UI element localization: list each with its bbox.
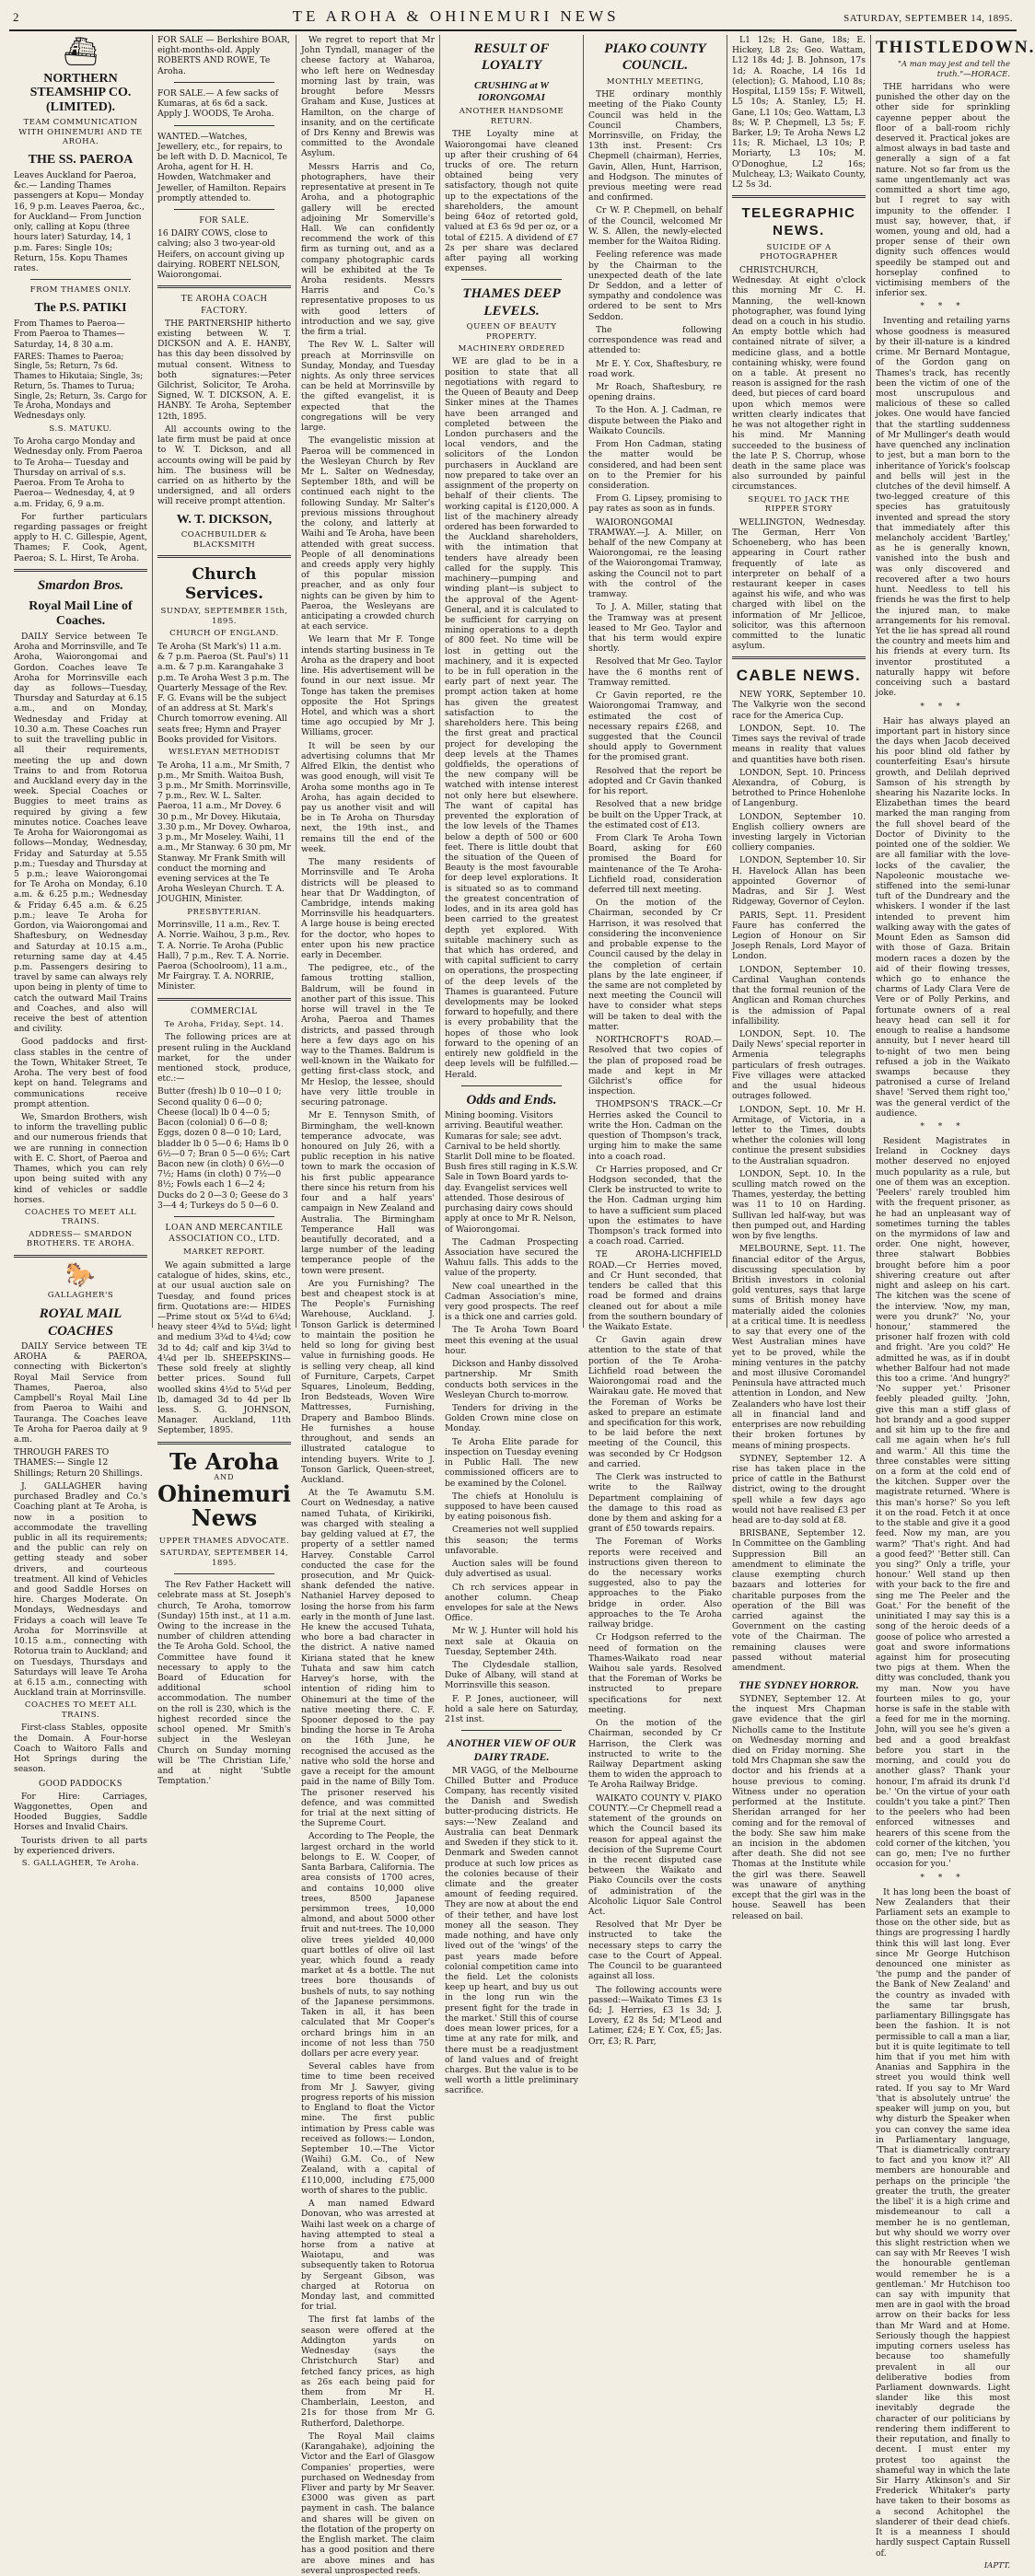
news-item: The Rev W. L. Salter will preach at Morrinsville on Sunday, Monday, and Tuesday nights. As only three services can be held at Morrinsville by the gifted evangelist, it is expected that the congregations will be very large. xyxy=(301,340,435,434)
column-4 xyxy=(440,35,584,2096)
smardon-address: ADDRESS— SMARDON BROTHERS. TE AROHA. xyxy=(26,1229,135,1249)
gallagher-signature: S. GALLAGHER, Te Aroha. xyxy=(21,1859,140,1868)
news-item: At the Te Awamutu S.M. Court on Wednesday, a native named Tuhata, of Kirikiriki, was charged with stealing a bay gelding valued at £7, the property of a settler named Harvey. Constable Carrol conducted the case for the prosecution, and Mr Quick-shank defended the native. Nathaniel Harvey deposed to losing the horse from his farm early in the month of June last. He knew the accused Tuhata, who bore a bad character in the district. A native named Kiriana stated that he knew Tuhata and saw him catch Harvey's horse, with the intention of riding him to Ohinemuri at the time of the native meeting there. C. F. Spooner deposed to the pay binding the horse in Te Aroha on the 16th June, he recognised the accused as the native who sold the horse and gave a receipt for the amount paid in the name of Billy Tom. The prisoner reserved his defence, and was committed for trial at the next sitting of the Supreme Court. xyxy=(301,1488,435,1829)
patiki-title: The P.S. PATIKI xyxy=(34,300,127,315)
wesleyan-title: WESLEYAN METHODIST xyxy=(169,748,280,758)
council-item: Cr Gavin again drew attention to the state of that portion of the Te Aroha-Lichfield road between the Waiorongomai road and the Wairakau gate. He moved that the Foreman of Works be asked to prepare an estimate and specification for this work, to be laid before the next meeting of the Council, this was seconded by Cr Hodgson and carried. xyxy=(588,1335,722,1469)
cable-item: BRISBANE, September 12. In Committee on the Gambling Suppression Bill an amendment to eliminate the clause exempting church bazaars and lotteries for charitable purposes from the operation of the Bill was carried against the Government on the casting vote of the Chairman. The remaining clauses were passed without material amendment. xyxy=(732,1528,866,1674)
ad-dairy-cows: 16 DAIRY COWS, close to calving; also 3 two-year-old Heifers, on account giving up dairying. ROBERT NELSON, Waiorongomai. xyxy=(157,228,285,281)
machinery-subtitle: MACHINERY ORDERED xyxy=(458,344,565,354)
logo-bottom: Ohinemuri News xyxy=(157,1479,291,1532)
monthly-meeting-subtitle: MONTHLY MEETING, xyxy=(606,76,704,87)
logo-top: Te Aroha xyxy=(169,1447,279,1475)
thistledown-paragraph: THE harridans who were punished the other day on the other side for sprinkling cayenne pepper about the floor of a ball-room richly deserved it. Practical jokes are almost always in bad taste and generally a sign of a fat nature. Not so far from us the same ungentlemanly act was committed a short time ago, but I regret to say with impunity to the offender. I must say, however, that, if women, young and old, had a proper sense of their own dignity such offences would speedily be stamped out and horseplay confined to victimising members of the inferior sex. xyxy=(876,81,1010,299)
column-6 xyxy=(727,35,871,1921)
dickson-name: W. T. DICKSON, xyxy=(176,512,273,527)
council-item: Resolved that Mr Geo. Taylor have the 6 months rent of Tramway remitted. xyxy=(588,656,722,688)
smardon-subtitle: Royal Mail Line of Coaches. xyxy=(29,599,133,628)
council-item: To the Hon. A. J. Cadman, re dispute between the Piako and Waikato Councils. xyxy=(588,405,722,436)
sunday-date: SUNDAY, SEPTEMBER 15th, 1895. xyxy=(160,607,288,626)
council-item: Resolved that a new bridge be built on the Upper Track, at the estimated cost of £13. xyxy=(588,799,722,830)
issue-date: SATURDAY, SEPTEMBER 14, 1895. xyxy=(843,13,1013,24)
matuku-schedule: To Aroha cargo Monday and Wednesday only. From Paeroa to Te Aroha— Tuesday and Thursday on arrival of s.s. Paeroa. From Te Aroha to Paeroa— Wednesday, 4, at 9 a.m. Friday, 6, 9 a.m. xyxy=(14,436,143,509)
telegraph-item: WELLINGTON, Wednesday. The German, Herr Von Schoeneberg, who has been appearing in Court rather frequently of late as interpreter on behalf of a restaurant keeper in cases against his wife, and who was charged with libel on the information of Mr Jellicoe, solicitor, was this afternoon committed to the lunatic asylum. xyxy=(732,516,866,652)
gallagher-name: GALLAGHER'S xyxy=(47,1290,114,1300)
loyalty-article: THE Loyalty mine at Waiorongomai have cleaned up after their crushing of 64 trucks of ore. The return obtained being very satisfactory, though not quite up to the expectations of the shareholders, the amount being 64oz of retorted gold, valued at £3 6s 9d per oz, or a total of £215. A dividend of £7 2s per share was declared after paying all working expenses. xyxy=(445,129,578,274)
council-item: From G. Lipsey, promising to pay rates as soon as in funds. xyxy=(588,493,722,515)
odds-item: Dickson and Hanby dissolved partnership. Mr Smith conducts both services in the Wesleyan Church to-morrow. xyxy=(445,1359,578,1400)
logo-subtitle: UPPER THAMES ADVOCATE. xyxy=(158,1536,290,1546)
news-item: We regret to report that Mr John Tyndall, manager of the cheese factory at Waharoa, who left here on Wednesday morning last by train, was brought before Messrs Graham and Kuse, Justices at Hamilton, on the charge of insanity, and on the certificate of Drs Kenny and Brewis was committed to the Avondale Asylum. xyxy=(301,35,435,159)
dairy-article: MR VAGG, of the Melbourne Chilled Butter and Produce Company, has recently visited the Danish and Swedish butter-producing districts. He says:—'New Zealand and Australia can beat Denmark and Sweden if they stick to it. Denmark and Sweden cannot produce at such low prices as the colonies because of their climate and the greater amount of feeding required. They are now at about the end of their tether, and have lost money all the season. They made nothing, and have only lived out of the 'wings' of the past years made before colonial competition came into the field. Let the colonists keep up heart, and buy us out in the long run win the present fight for the trade in the market.' Still this of course does mean lower prices, for a time at any rate for milk, and there must be a readjustment of land values and of freight charges. But the value is to be well worth a little preliminary sacrifice. xyxy=(445,1765,578,2096)
logo-date: SATURDAY, SEPTEMBER 14, 1895. xyxy=(159,1549,289,1568)
cable-item: LONDON, Sept. 10. Princess Alexandra, of Coburg, is betrothed to Prince Hohenlohe of Langenburg. xyxy=(732,767,866,809)
cable-item: LONDON, Sept. 10. The Times says the revival of trade means in reality that values and quantities have both risen. xyxy=(732,723,866,765)
news-item: Are you Furnishing? The best and cheapest stock is at The People's Furnishing Warehouse, Auckland. J. Tonson Garlick is determined to maintain the position he held so long for giving best value in furnishing goods. He is selling very cheap, all kind of Furniture, Carpets, Carpet Squares, Linoleum, Bedding, Iron Bedsteads, Woven Wire Mattresses, Furnishing, Drapery and Bamboo Blinds. He furnishes a house throughout, and sends an illustrated catalogue to intending buyers. Write to J. Tonson Garlick, Queen-street, Auckland. xyxy=(301,1278,435,1485)
commercial-intro: The following prices are at present ruling in the Auckland market, for the under mentioned stock, produce, etc.:— xyxy=(157,1032,291,1085)
logo-and: AND xyxy=(214,1473,235,1482)
thistledown-paragraph: Hair has always played an important part in history since the days when Jacob deceived his poor blind old father by counterfeiting Esau's hirsute growth, and Delilah deprived Samson of his strength by shearing his Nazarite locks. In Elizabethan times the beard marked the man ranging from the full shovel beard of the Doctor of Divinity to the pointed one of the soldier. We are all familiar with the love-locks of the cavalier, the Napoleonic moustache we-stiffened into the semi-lunar tuft of the Dundreary and the whiskers. I wonder if the last intended to prevent him walking away with the gates of Mount Eden as Samson did with those of Gaza. Britain modern races a dozen by the aid of their flowing tresses, which go to enhance the charms of Lady Clara Vere de Vere or of Polly Perkins, and fortunate owners of a real heavy head can sell it for enough to realise a handsome annuity, but I never heard till to-night of two men being refused a job in the Waikato swamps because they patronised a curse of Ireland shave! 'Served them right too,' was the general verdict of the audience. xyxy=(876,715,1010,1119)
telegraph-item: CHRISTCHURCH, Wednesday. At eight o'clock this morning Mr C. H. Manning, the well-known photographer, was found lying dead on a couch in his studio. An empty bottle which had contained nitrate of silver, a medicine glass, and a bottle containing whisky, were found on a table. At present no reason is assigned for the rash deed, but pieces of card board upon which memos were written clearly indicates that he was not altogether right in his mind. Mr Manning succeeded to the business of the late P. S. Chorrup, whose death in the same place was also surrounded by painful circumstances. xyxy=(732,264,866,493)
coach-factory-title: TE AROHA COACH FACTORY. xyxy=(180,294,268,316)
council-item: THE ordinary monthly meeting of the Piako County Council was held in the Council Chambers, Morrinsville, on Friday, the 13th inst. Present: Crs Chepmell (chairman), Herries, Gavin, Allen, Hunt, Harrison, and Hodgson. The minutes of previous meeting were read and confirmed. xyxy=(588,89,722,203)
column-1 xyxy=(9,35,153,1868)
column-2 xyxy=(153,35,297,1787)
odds-list: Mining booming. Visitors arriving. Beautiful weather. Kumaras for sale; see advt. Carnival to be held shortly. Starlit Doll mine to be floated. Bush fires still raging in K.S.W. Sale in Town Board yards to-day. Evangelist services well attended. Those desirous of purchasing dairy cows should apply at once to Mr R. Nelson, of Waiorongomai. xyxy=(445,1110,578,1235)
cable-item: NEW YORK, September 10. The Valkyrie won the second race for the America Cup. xyxy=(732,690,866,721)
cable-item: LONDON, Sept. 10. The Daily News' special reporter in Armenia telegraphs particulars of fresh outrages. Five villages were attacked and the usual hideous outrages followed. xyxy=(732,1028,866,1102)
council-item: Cr Hodgson referred to the need of formation on the Thames-Waikato road near Waihou sale yards. Resolved that the Foreman of Works be instructed to prepare specifications for next meeting. xyxy=(588,1632,722,1715)
council-item: WAIKATO COUNTY V. PIAKO COUNTY.—Cr Chepmell read a statement of the grounds on which the Council based its reason for appeal against the decision of the Supreme Court in the recent disputed case between the Waikato and Piako Councils over the costs of administration of the Alcoholic Liquor Sale Control Act. xyxy=(588,1793,722,1918)
gallagher-tourists: Tourists driven to all parts by experienced drivers. xyxy=(14,1835,147,1856)
council-item: NORTHCROFT'S ROAD.—Resolved that two copies of the plan of proposed road be made and kept in Mr Gilchrist's office for inspection. xyxy=(588,1035,722,1097)
news-item: According to The People, the largest orchard in the world belongs to E. W. Cooper, of Santa Barbara, California. The area consists of 1700 acres, and contains 10,000 olive trees, 8500 Japanese persimmon trees, 10,000 almond, and about 5000 other fruit and nut-trees. The 10,000 olive trees yielded 40,000 quart bottles of olive oil last year, which found a ready market at 4s a bottle. The nut trees bore thousands of bushels of nuts, to say nothing of the Japanese persimmons. Taken in all, it has been calculated that Mr Cooper's orchard brings him in an income of not less than 750 dollars per acre every year. xyxy=(301,1831,435,2059)
smardon-title: Smardon Bros. xyxy=(37,577,124,593)
council-item: The Clerk was instructed to write to the Railway Department complaining of the damage to this road as done by them and asking for a grant of £50 towards repairs. xyxy=(588,1472,722,1535)
odds-item: The Clydesdale stallion, Duke of Albany, will stand at Morrinsville this season. xyxy=(445,1660,578,1691)
news-item: Several cables have from time to time been received from Mr J. Sawyer, giving progress reports of his mission to England to float the Victor mine. The first public intimation by Press cable was received as follows:— London, September 10.—The Victor (Waihi) G.M. Co., of New Zealand, with a capital of £110,000, including £75,000 worth of shares to the public. xyxy=(301,2061,435,2196)
smardon-thanks: We, Smardon Brothers, wish to inform the travelling public and our numerous friends that we are running in connection with E. C. Short, of Paeroa and Thames, which you can rely upon being suited with any kind of vehicles or saddle horses. xyxy=(14,1112,147,1205)
news-item: The many residents of Morrinsville and Te Aroha districts will be pleased to hear that Dr Waddington, of Cambridge, intends making Morrinsville his headquarters. A large house is being erected for the doctor, who hopes to enter upon his new practice early in December. xyxy=(301,857,435,961)
masthead xyxy=(9,6,1017,31)
price-list: Butter (fresh) lb 0 10—0 1 0; Second quality 0 6—0 0; Cheese (local) lb 0 4—0 5; Bacon (colonial) 0 6—0 8; Eggs, dozen 0 8—0 10; Lard, bladder lb 0 5—0 6; Hams lb 0 6½—0 7; Bran 0 5—0 6½; Cart Bacon new (in cloth) 0 6½—0 7½; Hams (in cloth) 0 7½—0 8½; Fowls each 1 6—2 4; Ducks do 2 0—3 0; Geese do 3 3—4 4; Turkeys do 5 0—6 0. xyxy=(157,1086,290,1211)
council-item: The following correspondence was read and attended to: xyxy=(588,324,722,356)
sydney-horror-article: SYDNEY, September 12. At the inquest Mrs Chapman gave evidence that the girl Nicholls came to the Institute on Wednesday morning and died on Friday morning. She told Mrs Chapman she saw the doctor and his friends at a house previous to coming. Witness under no operation performed at the Institute. Sheridan arranged for her coming and for the removal of the body. She saw him make an incision in the abdomen after death. She did not see Thomas at the Institute while the girl was there. Seawell was unaware of anything except that the girl was in the house. Seawell has been released on bail. xyxy=(732,1693,866,1921)
news-item: The first fat lambs of the season were offered at the Addington yards on Wednesday (says the Christchurch Star) and fetched fancy prices, as high as 26s each being paid for them from Mr H. Chamberlain, Leeston, and 21s for those from Mr G. Rutherford, Dalethorpe. xyxy=(301,2315,435,2429)
council-item: Cr Harries proposed, and Cr Hodgson seconded, that the Clerk be instructed to write to the Hon. Cadman urging him to have a sufficient sum placed upon the estimates to have Thompson's track formed into a coach road. Carried. xyxy=(588,1164,722,1247)
thistledown-paragraph: Resident Magistrates in Ireland in Cockney days mother deserved no enjoyed much popularity as a rule, but one of them was an exception. 'Peelers' rarely troubled him with the frequent prisoner, as he had an unpleasant way of sometimes turning the tables on the myrmidons of law and order. One night, however, three stalwart Bobbies brought before him a poor shivering creature out after night and asleep on his cart. The kitchen was the scene of the interview. 'Now, my man, were you drunk?' 'No, your honour,' stammered the prisoner half frozen with cold and fright. 'Are you cold?' He admitted he was, as if in doubt whether Balfour had not made this too a crime. 'And hungry?' 'No supper yet.' Prisoner feebly pleaded guilty. 'John, give this man a stiff glass of hot brandy and a good supper and sit him up to the fire and call me again when he's full and warm.' All this time the three constables were sitting on a form at the cold end of the kitchen. Supper over the magistrate returned. 'Where is this man's horse?' So you left it on the road. Fetch it at once to the stable and give it a good feed. Now my man, are you warm?' 'That's right. And had a good feed?' 'Better still. Can you sing?' Only a trifle, your honour.' Well stand up then with your back to the fire and sing me The Peeler and the Goat.' For the benefit of the uninitiated I may say this is a song of the heroic deeds of a goose of police who arrested a goat and swore informations against him for prosecuting two pigs at them. When the ditty was concluded, thank you my man. Now you have fourteen miles to go, your horse is safe in the stable with a feed for me in the morning. John, will you see he's given a bed and a good breakfast before you start in the morning, and could you do another glass? Thank your honour, I'm afraid its drunk I'd be.' 'On the virtue of your oath couldn't you take a pint?' Then to the peelers who had been enforced witnesses and hearers of this scene from the cold corner of the kitchen, 'you can go, men; I've no further occasion for you.' xyxy=(876,1136,1010,1870)
odds-item: F. P. Jones, auctioneer, will hold a sale here on Saturday, 21st inst. xyxy=(445,1693,578,1725)
news-item: It will be seen by our advertising columns that Mr Alfred Elkin, the dentist who was good enough, will visit Te Aroha some months ago in Te Aroha, has again decided to pay us another visit and will be in Te Aroha on Thursday next, the 19th inst., and remains till the end of the week. xyxy=(301,740,435,854)
gallagher-hire: For Hire: Carriages, Waggonettes, Open and Hooded Buggies, Saddle Horses and Invalid Chairs. xyxy=(14,1791,147,1833)
council-item: WAIORONGOMAI TRAMWAY.—J. A. Miller, on behalf of the new Company at Waiorongomai, re the leasing of the Waiorongomai Tramway, asking the Council not to part with the control of the tramway. xyxy=(588,516,722,600)
through-fares: THROUGH FARES TO THAMES:— Single 12 Shillings; Return 20 Shillings. xyxy=(14,1447,143,1479)
matuku-title: S.S. MATUKU. xyxy=(49,424,112,434)
presbyterian-title: PRESBYTERIAN. xyxy=(187,907,262,917)
news-item: The evangelistic mission at Paeroa will be commenced in the Wesleyan Church by Rev Mr L. Salter on Wednesday, September 18th, and will be continued each night to the following Sunday. Mr Salter's previous missions throughout the colony, and latterly at Waihi and Te Aroha, have been attended with great success. People of all denominations and creeds apply very highly of this popular mission preacher, and as only four nights can be given by him to Paeroa, the Wesleyans are anticipating a crowded church at each service. xyxy=(301,435,435,632)
news-item: A man named Edward Donovan, who was arrested at Waihi last week on a charge of having attempted to steal a horse from a native at Waiotapu, and was subsequently taken to Rotorua by Sergeant Gibson, was charged at Rotorua on Monday last, and committed for trial. xyxy=(301,2199,435,2313)
royal-mail-title: ROYAL MAIL COACHES xyxy=(39,1306,122,1339)
separator-stars: * * * xyxy=(920,302,966,312)
odds-and-ends-headline: Odds and Ends. xyxy=(466,1092,557,1108)
thames-article: WE are glad to be in a position to state that all negotiations with regard to the Queen of Beauty and Deep Sinker mines at the Thames have been arranged and completed between the London purchasers and the local vendors, and the solicitors of the London purchasers in Auckland are now prepared to take over an assignment of the property on behalf of their clients. The working capital is £120,000. A list of the machinery already ordered has been forwarded to the Auckland shareholders, with the intimation that tenders have already been called for the supply. This machinery—pumping and winding plant—is subject to the approval of the Agent-General, and it is calculated to be sufficient for carrying on mining operations to a depth of 800 feet. No time will be lost in getting out the machinery, and it is expected to be in full operation in the early part of next year. The prompt action taken at home has given the greatest satisfaction to the shareholders here. This being the first great and practical project for developing the deep levels at the Thames goldfields, the operations of the new company will be watched with intense interest not only here but elsewhere. The want of capital has prevented the exploration of the low levels of the Thames below a depth of 500 or 600 feet. There is little doubt that the situation of the Queen of Beauty is the most favourable for deep level explorations. It is situated so as to command the greatest concentration of lodes, and in its area gold has been carried to the greatest depth yet explored. With suitable machinery such as that which has ordered, and with capital sufficient to carry on operations, the prospecting of the deep levels of the Thames is guaranteed. Future developments may be looked forward to hopefully, and there is every probability that the hopes of those who look forward to the opening of an entirely new goldfield in the deep levels will be fulfilled.—Herald. xyxy=(445,356,578,1080)
council-item: Mr Roach, Shaftesbury, re opening drains. xyxy=(588,381,722,403)
anglican-title: CHURCH OF ENGLAND. xyxy=(169,629,279,639)
anglican-services: Te Aroha (St Mark's) 11 a.m. & 7 p.m. Paeroa (St. Paul's) 11 a.m. & 7 p.m. Karangahake 3 p.m. Te Aroha West 3 p.m. The Quarterly Message of the Rev. F. G. Evans will be the subject of an address at St. Mark's Church tomorrow evening. All seats free; Hymn and Prayer Books provided for Visitors. xyxy=(157,641,290,745)
council-item: Cr Gavin reported, re the Waiorongomai Tramway, and estimated the cost of necessary repairs £268, and suggested that the Council should apply to Government for the promised grant. xyxy=(588,690,722,763)
accounts-continued: L1 12s; H. Gane, 18s; E. Hickey, L8 2s; Geo. Wattam, L12 18s 4d; J. B. Johnson, 17s 1d; A. Roache, L4 16s 1d (election); G. Mahood, L10 8s; Hospital, L159 15s; F. Witwell, L5 10s; A. Stanley, L5; H. Gane, L1 10s; Geo. Wattam, L3 8s; W. P. Chepmell, L3 5s; F. Barker, L9; Te Aroha News L2 11s; R. Michael, L3 10s; P. Moriarty, L3 10s; M. O'Donoghue, L2 16s; Mulcheay, L3; Waikato County, L2 5s 3d. xyxy=(732,35,866,191)
council-item: The following accounts were passed:—Waikato Times £3 1s 6d; J. Herries, £3 1s 3d; J. Lovery, £2 8s 5d; M'Leod and Latimer, £24; E Y. Cox, £5; Jas. Orr, £3; R. Parr, xyxy=(588,1984,722,2047)
ad-kumaras: FOR SALE.— A few sacks of Kumaras, at 6s 6d a sack. Apply J. WOODS, Te Aroha. xyxy=(157,87,279,120)
council-item: To J. A. Miller, stating that the Tramway was at present leased to Mr Geo. Taylor and that his term would expire shortly. xyxy=(588,602,722,655)
loyalty-headline: RESULT OF LOYALTY xyxy=(473,41,550,74)
news-item: We learn that Mr F. Tonge intends starting business in Te Aroha as the drapery and boot line. His advertisement will be found in our next issue. Mr Tonge has taken the premises opposite the Hot Springs Hotel, and which was a short time ago occupied by Mr J. Williams, grocer. xyxy=(301,634,435,738)
ripper-subtitle: SEQUEL TO JACK THE RIPPER STORY xyxy=(748,494,850,515)
odds-item: Auction sales will be found duly advertised as usual. xyxy=(445,1559,578,1580)
council-item: Resolved that Mr Dyer be instructed to take the necessary steps to carry the case to the Court of Appeal. The Council to be guaranteed against all loss. xyxy=(588,1920,722,1982)
smardon-paddocks: Good paddocks and first-class stables in the centre of the Town, Whitaker Street, Te Aroha. The very best of food kept on hand. Telegrams and communications receive prompt attention. xyxy=(14,1037,147,1109)
gallagher-service: DAILY Service between TE AROHA & PAEROA, connecting with Bickerton's Royal Mail Service from Thames, Paeroa, also Campbell's Royal Mail Line from Paeroa to Waihi and Tauranga. The Coaches leave Te Aroha for Paeroa daily at 9 a.m. xyxy=(14,1341,147,1445)
cable-item: SYDNEY, September 12. A rise has taken place in the price of cattle in the Bathurst district, owing to the drought spell while a few days ago would not have realised £3 per head are to-day sold at £8. xyxy=(732,1453,866,1526)
telegraphic-news-headline: TELEGRAPHIC NEWS. xyxy=(741,205,856,238)
gallagher-stables: First-class Stables, opposite the Domain. A Four-horse Coach to Waitoro Falls and Hot Springs during the season. xyxy=(14,1723,147,1775)
news-item: Mr E. Tennyson Smith, of Birmingham, the well-known temperance advocate, was honoured on July 26, with a public reception in his native town to mark the occasion of his first public appearance there since his return from his four and a half years' campaign in New Zealand and Australia. The Birmingham Temperance Hall was beautifully decorated, and a large number of the leading temperance people of the town were present. xyxy=(301,1110,435,1276)
council-item: Mr E. Y. Cox, Shaftesbury, re road work. xyxy=(588,358,722,379)
thistledown-epigraph: "A man may jest and tell the truth."—HORACE. xyxy=(897,60,1010,79)
separator-stars: * * * xyxy=(920,1873,966,1883)
market-report-title: MARKET REPORT. xyxy=(183,1247,265,1258)
ship-name: THE SS. PAEROA xyxy=(28,152,134,167)
paper-title: TE AROHA & OHINEMURI NEWS xyxy=(292,7,620,25)
dickson-trade: COACHBUILDER & BLACKSMITH xyxy=(180,530,268,550)
loyalty-subheadline: CRUSHING at W IORONGOMAI xyxy=(473,79,550,103)
smardon-service: DAILY Service between Te Aroha and Morrinsville, and Te Aroha, Waiorongomai and Gordon. Coaches leave Te Aroha for Morrinsville each day as follows—Tuesday, Thursday and Saturday at 6.15 a.m., and on Monday, Wednesday and Friday at 10.30 a.m. These Coaches run to suit the travelling public in all their requirements, meeting the up and down Trains to and from Rotorua and Auckland every day in the week. Special Coaches or Buggies to meet trains as required by giving a few minutes notice. Coaches leave Te Aroha for Waiorongomai as follows—Monday, Wednesday, Friday and Saturday at 5.55 p.m.; Tuesday and Thursday at 5 p.m.; leave Waiorongomai for Te Aroha on Monday, 6.10 a.m. & 6.25 p.m.; Wednesday & Friday 6.45 a.m. & 6.25 p.m.; leave Te Aroha for Gordon, via Waiorongomai and Shaftesbury, on Wednesday and Saturday at 10.15 a.m., returning same day at 4.45 p.m. Passengers desiring to travel by same can always rely upon being in plenty of time to catch the outward Mail Trains and Coaches, and also will receive the best of attention and civility. xyxy=(14,631,147,1035)
news-item: Messrs Harris and Co, photographers, have their representative at present in Te Aroha, and a photographic gallery will be erected adjoining Mr Somerville's Hall. We can confidently recommend the work of this firm as turning out, and as a company photographic cards will be exhibited at the Te Aroha residents. Messrs Harris and Co.'s representative proposes to us with good letters of introduction and we say, give the firm a trial. xyxy=(301,161,435,338)
council-item: From Clark Te Aroha Town Board, asking for £60 promised the Board for maintenance of the Te Aroha-Lichfield road, consideration deferred till next meeting. xyxy=(588,832,722,896)
odds-item: Te Aroha Elite parade for inspection on Tuesday evening in Public Hall. The new commissioned officers are to be examined by the Colonel. xyxy=(445,1436,578,1489)
council-item: From Hon Cadman, stating the matter would be considered, and had been sent on to the Premier for his consideration. xyxy=(588,439,722,491)
odds-item: Tenders for driving in the Golden Crown mine close on Monday. xyxy=(445,1403,578,1434)
editorial-notes: The Rev Father Hackett will celebrate mass at St. Joseph's church, Te Aroha, tomorrow (Sunday) 15th inst., at 11 a.m. Owing to the increase in the number of children attending the Te Aroha Gold. School, the Committee have found it necessary to apply to the Board of Education for additional school accommodation. The number on the roll is 230, which is the highest recorded since the school opened. Mr Smith's subject in the Wesleyan Church on Sunday morning will be 'The Christian Life,' and at night 'Subtle Temptation.' xyxy=(157,1580,291,1787)
dairy-trade-headline: ANOTHER VIEW OF OUR DAIRY TRADE. xyxy=(447,1736,576,1763)
cable-item: LONDON, September 10. Cardinal Vaughan contends that the formal reunion of the Anglican and Roman churches is the admission of Papal infallibility. xyxy=(732,964,866,1027)
coaches-meet: COACHES TO MEET ALL TRAINS. xyxy=(24,1207,137,1227)
presbyterian-services: Morrinsville, 11 a.m., Rev. T. A. Norrie. Waihou, 3 p.m., Rev. T. A. Norrie. Te Aroha (Public Hall), 7 p.m., Rev. T. A. Norrie. Paeroa (Schoolroom), 11 a.m., Mr Fairgray. T. A. NORRIE, Minister. xyxy=(157,920,290,992)
coaches-meet-2: COACHES TO MEET ALL TRAINS. xyxy=(24,1700,137,1720)
news-item: The Royal Mail claims (Karangahake), adjoining the Victor and the Earl of Glasgow Companies' properties, were purchased on Wednesday from Fliver and party by Mr Seaver. £3000 was given as part payment in cash. The balance and shares will be given on the flotation of the property on the English market. The claim has a good position and there are above mines and has several unprospected reefs. xyxy=(301,2431,435,2576)
for-sale-title: FOR SALE. xyxy=(199,215,250,226)
column-3 xyxy=(297,35,440,2576)
council-item: TE AROHA-LICHFIELD ROAD.—Cr Herries moved, and Cr Hunt seconded, that tenders be called that this road be formed and drains cleaned out for about a mile from the southern boundary of the Waikato Estate. xyxy=(588,1249,722,1333)
column-7 xyxy=(871,35,1035,2570)
odds-item: Ch rch services appear in another column. Cheap envelopes for sale at the News Office. xyxy=(445,1582,578,1624)
thistledown-paragraph: It has long been the boast of New Zealanders that their Parliament sets an example to those on the other side, but as things are progressing I hardly think this will last long. Ever since Mr George Hutchison denounced one minister as 'the pump and the pander of the Bank of New Zealand' and the country as invaded with the same tar brush, parliamentary Billingsgate has been the fashion. It is not permissible to call a man a liar, but it is quite legitimate to tell him that if you met him with Ananias and Sapphira in the street you would think well rated. If you say to Mr Ward 'that is absolutely untrue' the speaker will jump on you, but why disturb the Speaker when you can convey the same idea in Parliamentary language, 'That is diametrically contrary to fact and you know it?' All members are honourable and perhaps on the principle 'the greater the truth, the greater the libel' it is a high crime and misdemeanour to call a member he is no gentleman, but why should we worry over this slight restriction when we can say with Mr Reeves 'I wish the honourable gentleman would remember he is a gentleman.' Mr Hutchison too can say with impunity that men are in gaol with the broad arrow on their backs for less than Mr Ward and at Home. Seriously though the happiest imputing corners useless has because too shamefully prevalent in all our deliberative bodies from Parliament downwards. Light slander like this most inevitably degrade the character of our politicians by rendering them indifferent to their reputation, and finally to decent. I must enter my protest too against the shameful way in which the late Sir Harry Atkinson's and Sir Frederick Whitaker's party have taken to their bosoms as a second Achitophel the slanderer of their dead chiefs. It is a meanness I should hardly suspect Captain Russell of. xyxy=(876,1886,1010,2559)
council-item: Resolved that the report be adopted and Cr Gavin thanked for his report. xyxy=(588,765,722,797)
loyalty-subtitle: ANOTHER HANDSOME RETURN. xyxy=(459,107,564,126)
partnership-notice: THE PARTNERSHIP hitherto existing between W. T. DICKSON and A. E. HANBY, has this day been dissolved by mutual consent. Witness to both signatures:—Peter Gilchrist, Solicitor, Te Aroha. Signed, W. T. DICKSON, A. E. HANBY. Te Aroha, September 12th, 1895. xyxy=(157,318,291,422)
fares: FARES: Thames to Paeroa; Single, 5s; Return, 7s 6d. Thames to Hikutaia; Single, 3s; Return, 5s. Thames to Turua; Single, 2s; Return, 3s. Cargo for Te Aroha, Mondays and Wednesdays only. xyxy=(14,352,147,422)
separator-stars: * * * xyxy=(920,702,966,712)
team-title: TEAM COMMUNICATION WITH OHINEMURI AND TE AROHA. xyxy=(18,118,143,147)
odds-item: The Te Aroha Town Board meet this evening at the usual hour. xyxy=(445,1325,578,1356)
council-item: Feeling reference was made by the Chairman to the unexpected death of the late Dr Seddon, and a letter of sympathy and condolence was ordered to be sent to Mrs Seddon. xyxy=(588,249,722,322)
thistledown-headline: THISTLEDOWN. xyxy=(876,38,1035,57)
accounts-notice: All accounts owing to the late firm must be paid at once to W. T. Dickson, and all accounts owing will be paid by him. The business will be carried on as hitherto by the undersigned, and all orders will receive prompt attention. xyxy=(157,424,291,507)
cable-item: LONDON, September 10. English colliery owners are investing largely in Victorian colliery companies. xyxy=(732,811,866,853)
thames-deep-levels-headline: THAMES DEEP LEVELS. xyxy=(462,286,561,319)
wesleyan-services: Te Aroha, 11 a.m., Mr Smith, 7 p.m., Mr Smith. Waitoa Bush, 3 p.m., Mr Smith. Morrinsville, 7 p.m., Rev. W. L. Salter. Paeroa, 11 a.m., Mr Dovey. 6 30 p.m., Mr Dovey. Hikutaia, 3.30 p.m., Mr Dovey. Owharoa, 3 p.m., Mr Moseley. Waihi, 11 a.m., Mr Stanway. 6 30 pm, Mr Stanway. Mr Frank Smith will conduct the morning and evening services at the Te Aroha Wesleyan Church. T. A. JOUGHIN, Minister. xyxy=(157,760,291,905)
council-item: On the motion of the Chairman, seconded by Cr Harrison, it was resolved that considering the inconvenience and probable expense to the Council caused by the delay in the completion of certain plans by the late engineer, if the same are not completed by next meeting the Council will have to consider what steps will be taken to deal with the matter. xyxy=(588,898,722,1032)
from-thames: FROM THAMES ONLY. xyxy=(29,285,132,296)
coach-icon: 🐎 xyxy=(65,1260,96,1289)
commercial-dateline: Te Aroha, Friday, Sept. 14. xyxy=(164,1019,285,1029)
odds-item: Mr W. J. Hunter will hold his next sale at Okauia on Tuesday, September 24th. xyxy=(445,1626,578,1657)
columns xyxy=(9,35,1035,2576)
newspaper-logo xyxy=(157,1447,291,1532)
particulars: For further particulars regarding passages or freight apply to H. C. Gillespie, Agent, Thames; F. Cook, Agent, Paeroa; S. L. Hirst, Te Aroha. xyxy=(14,511,147,563)
piako-council-headline: PIAKO COUNTY COUNCIL. xyxy=(604,41,706,74)
odds-item: The Cadman Prospecting Association have secured the Wahuu falls. This adds to the value of the property. xyxy=(445,1236,578,1279)
cable-item: MELBOURNE, Sept. 11. The financial editor of the Argus, discussing speculation by British investors in colonial gold ventures, says that large sums of British money have materially aided the colonies at a critical time. It is needless to say that every one of the West Australian mines have yet to be proved, while the mining ventures in the patchy and most illusive Coromandel Peninsula have attracted much attention in London, and New Zealanders who have lost their all in financial land and enterprises are now rebuilding their broken fortunes by means of mining prospects. xyxy=(732,1244,866,1451)
cable-item: LONDON, September 10. Sir H. Havelock Allan has been appointed Governor of Madras, and Sir J. West Ridgeway, Governor of Ceylon. xyxy=(732,855,866,908)
commercial-title: COMMERCIAL xyxy=(191,1005,258,1016)
ad-berkshire-boar: FOR SALE — Berkshire BOAR, eight-months-old. Apply ROBERTS AND ROWE, Te Aroha. xyxy=(157,35,290,76)
cable-item: LONDON, Sept. 10. Mr H. Armitage, of Victoria, in a letter to the Times, doubts whether the colonies will long continue the present subsidies to the Australian squadron. xyxy=(732,1104,866,1166)
suicide-subtitle: SUICIDE OF A PHOTOGRAPHER xyxy=(760,242,838,262)
odds-item: Creameries not well supplied this season; the terms unfavorable. xyxy=(445,1525,578,1556)
page-number: 2 xyxy=(13,10,19,24)
odds-item: New coal unearthed in the Cadman Association's mine, very good prospects. The reef is a thick one and carries gold. xyxy=(445,1281,578,1323)
queen-of-beauty-subtitle: QUEEN OF BEAUTY PROPERTY. xyxy=(466,322,557,342)
council-item: THOMPSON'S TRACK.—Cr Herries asked the Council to write the Hon. Cadman on the question of Thompson's track, urging him to make the same into a coach road. xyxy=(588,1099,722,1162)
separator-stars: * * * xyxy=(920,1122,966,1132)
council-item: The Foreman of Works reports were received and instructions given thereon to do the necessary works suggested, also to pay the approaches to the Piako bridge in order. Also approaches to the Te Aroha railway bridge. xyxy=(588,1537,722,1630)
cable-item: LONDON, Sept. 10. In the sculling match rowed on the Thames, yesterday, the betting was 11 to 10 on Harding. Sullivan led half-way, but was then pumped out, and Harding won by five lengths. xyxy=(732,1168,866,1242)
ad-watches: WANTED.—Watches, Jewellery, etc., for repairs, to be left with D. D. Macnicol, Te Aroha, agent for H. H. Howden, Watchmaker and Jeweller, of Hamilton. Repairs promptly attended to. xyxy=(157,131,287,203)
odds-item: The chiefs at Honolulu is supposed to have been caused by eating poisonous fish. xyxy=(445,1491,578,1523)
council-item: On the motion of the Chairman, seconded by Cr Harrison, the Clerk was instructed to write to the Railway Department asking them to widen the approach to Te Aroha Railway Bridge. xyxy=(588,1718,722,1791)
thistledown-paragraph: Inventing and retailing yarns whose goodness is measured by their ill-nature is a kindred crime. Mr Bernard Montague, of the Gordon gang on Thames's track, has recently been the victim of one of the most unscrupulous and malicious of these so called jokes. One would have fancied that the startling suddenness of Mr Mullinger's death would have quenched any inclination to jest, but a man born to the inheritance of Yorick's foolscap and bells will jest in the clutches of the devil himself. A two-legged creature of this species has gratuitously invented and spread the story that immediately after this melancholy accident 'Bartley,' as he is generally known, vanished into the bush and was only discovered and recovered after a two hours hunt. Needless to tell his friends he was the first to help the injured man, to make arrangements for his removal. Yet the lie has spread all round the country and meets him and his friends at every turn. Its inventor prostituted a naturally happy wit before conceiving such a bastard joke. xyxy=(876,316,1010,699)
steamship-icon: ⛴ xyxy=(63,36,99,68)
ship-schedule: Leaves Auckland for Paeroa, &c.— Landing Thames passengers at Kopu— Monday 16, 9 p.m. Leaves Paeroa, &c., for Auckland— From Junction only, calling at Kopu (three hours later) Saturday, 14, 1 p.m. Fares: Single 10s; Return, 15s. Kopu Thames rates. xyxy=(14,170,145,273)
church-services-title: Church Services. xyxy=(184,565,264,603)
company-title: NORTHERN STEAMSHIP CO. (LIMITED). xyxy=(29,72,132,114)
news-item: The pedigree, etc., of the famous trotting stallion, Baldrum, will be found in another part of this issue. This horse will travel in the Te Aroha, Paeroa and Thames districts, and passed through here a few days ago on his way to the Thames. Baldrum is well-known in the Waikato for getting first-class stock, and Mr Heslop, the lessee, should have very little trouble in securing patronage. xyxy=(301,963,435,1108)
good-paddocks: GOOD PADDOCKS xyxy=(39,1778,122,1789)
gallagher-more: J. GALLAGHER having purchased Bradley and Co.'s Coaching plant at Te Aroha, is now in a position to accommodate the travelling public in all its requirements; and the public can rely on getting steady and sober drivers, and courteous treatment. All kind of Vehicles and good Saddle Horses on hire. Charges Moderate. On Mondays, Wednesdays and Fridays a coach will leave Te Aroha for Morrinsville at 10.15 a.m., connecting with Rotorua train to Auckland; and on Tuesdays, Thursdays and Saturdays will leave Te Aroha at 6.15 a.m., connecting with Auckland train at Morrinsville. xyxy=(14,1480,147,1699)
patiki-schedule: From Thames to Paeroa— From Paeroa to Thames— Saturday, 14, 8 30 a.m. xyxy=(14,319,125,350)
cable-item: PARIS, Sept. 11. President Faure has conferred the Legion of Honour on Sir Joseph Renals, Lord Mayor of London. xyxy=(732,910,866,962)
cable-news-headline: CABLE NEWS. xyxy=(736,667,862,685)
sydney-horror-headline: THE SYDNEY HORROR. xyxy=(738,1678,859,1692)
thistledown-signature: IAPTT. xyxy=(983,2560,1010,2570)
loan-mercantile-title: LOAN AND MERCANTILE ASSOCIATION CO., LTD. xyxy=(165,1223,284,1245)
council-item: Cr W. P. Chepmell, on behalf of the Council, welcomed Mr W. S. Allen, the newly-elected member for the Waitoa Riding. xyxy=(588,205,722,248)
market-report: We again submitted a large catalogue of hides, skins, etc., at our usual auction sale on Tuesday, and found prices firm. Quotations are:— HIDES—Prime stout ox 5¼d to 6¼d; heavy steer 4¾d to 5¼d; light and medium 3¾d to 4¼d; cow 3d to 4d; calf and kip 3¼d to 4¼d per lb. SHEEPSKINS—These sold freely at slightly better prices. Sound full woolled skins 4½d to 5¼d per lb, damaged 3d to 4d per lb less. S. G. JOHNSON, Manager. Auckland, 11th September, 1895. xyxy=(157,1259,291,1436)
column-5 xyxy=(584,35,727,2047)
